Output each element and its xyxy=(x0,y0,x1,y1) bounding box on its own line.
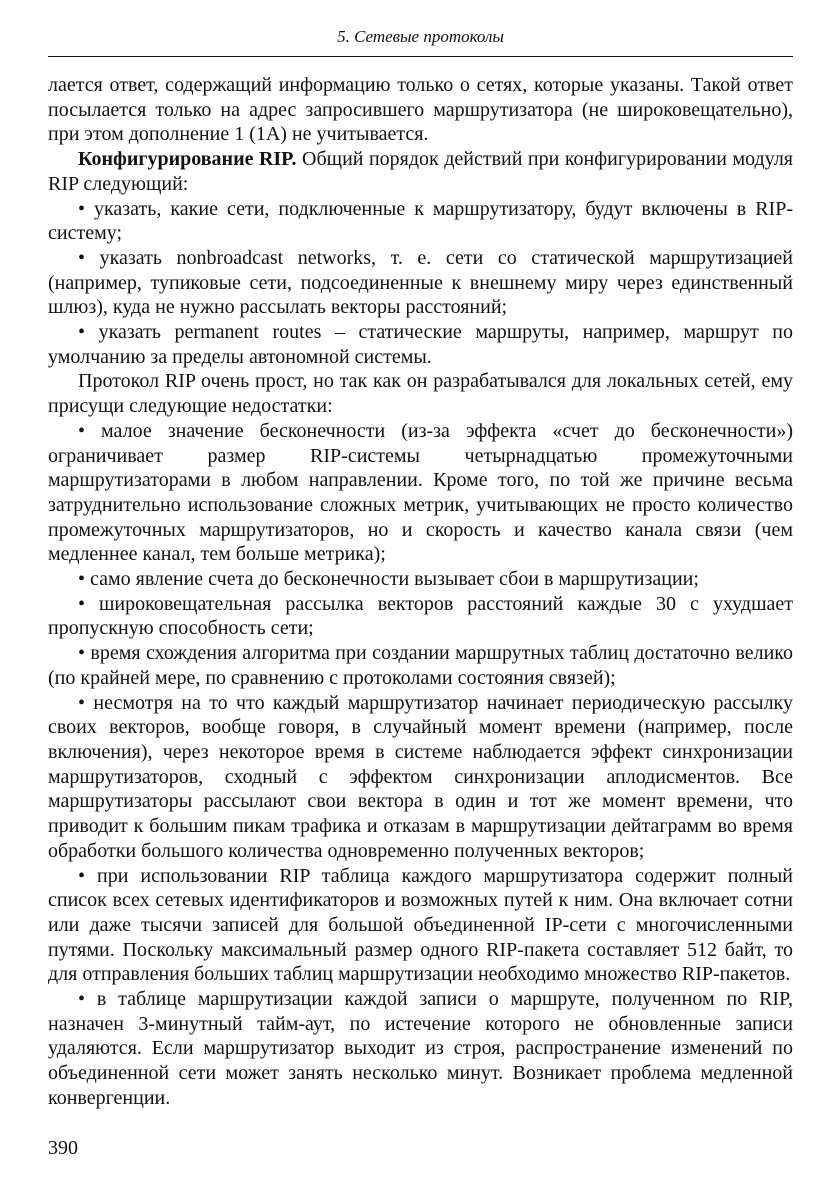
paragraph-text: • само явление счета до бесконечности вызывает сбои в маршрутизации; xyxy=(78,568,699,591)
bullet-item xyxy=(48,567,793,592)
bullet-item xyxy=(48,691,793,864)
paragraph-text: лается ответ, содержащий информацию только о сетях, которые указаны. Такой ответ посылается только на адрес запросившего маршрутизатора (не широковещательно), при этом дополнение 1 (1А) не учитывается. xyxy=(48,74,793,146)
section-run-in-heading: Конфигурирование RIP. xyxy=(78,148,297,171)
bullet-item xyxy=(48,419,793,567)
body-text xyxy=(48,73,793,1111)
running-head: 5. Сетевые протоколы xyxy=(337,27,504,46)
paragraph-text: • в таблице маршрутизации каждой записи о маршруте, полученном по RIP, назначен 3-минутный тайм-аут, по истечение которого не обновленные записи удаляются. Если маршрутизатор выходит из строя, распространение изменений по объединенной сети может занять несколько минут. Возникает проблема медленной конвергенции. xyxy=(48,988,793,1109)
paragraph-drawbacks-intro xyxy=(48,369,793,418)
paragraph-text: Общий порядок действий при конфигурировании модуля RIP следующий: xyxy=(48,148,794,195)
paragraph-text: • указать permanent routes – статические маршруты, например, маршрут по умолчанию за пределы автономной системы. xyxy=(48,321,793,368)
bullet-item xyxy=(48,641,793,690)
bullet-item xyxy=(48,320,793,369)
paragraph-rip-config xyxy=(48,147,793,196)
paragraph-text: • указать nonbroadcast networks, т. е. сети со статической маршрутизацией (например, тупиковые сети, подсоединенные к внешнему миру через единственный шлюз), куда не нужно рассылать векторы расстояний; xyxy=(48,246,793,319)
paragraph-text: • малое значение бесконечности (из-за эффекта «счет до бесконечности») ограничивает размер RIP-системы четырнадцатью промежуточными маршрутизаторами в любом направлении. Кроме того, по той же причине весьма затруднительно использование сложных метрик, учитывающих не просто количество промежуточных маршрутизаторов, но и скорость и качество канала связи (чем медленнее канал, тем больше метрика); xyxy=(48,419,793,566)
paragraph-text: • несмотря на то что каждый маршрутизатор начинает периодическую рассылку своих векторов, вообще говоря, в случайный момент времени (например, после включения), через некоторое время в системе наблюдается эффект синхронизации маршрутизаторов, сходный с эффектом синхронизации аплодисментов. Все маршрутизаторы рассылают свои вектора в один и тот же момент времени, что приводит к большим пикам трафика и отказам в маршрутизации дейтаграмм во время обработки большого количества одновременно полученных векторов; xyxy=(48,691,793,862)
paragraph-continuation xyxy=(48,73,793,147)
paragraph-text: • указать, какие сети, подключенные к маршрутизатору, будут включены в RIP-систему; xyxy=(48,197,793,245)
bullet-item xyxy=(48,592,793,641)
header-rule xyxy=(48,56,793,57)
page-number: 390 xyxy=(48,1137,78,1159)
paragraph-text: Протокол RIP очень прост, но так как он разрабатывался для локальных сетей, ему присущи следующие недостатки: xyxy=(48,370,793,418)
bullet-item xyxy=(48,246,793,320)
bullet-item xyxy=(48,864,793,988)
bullet-item xyxy=(48,987,793,1111)
paragraph-text: • широковещательная рассылка векторов расстояний каждые 30 с ухудшает пропускную способность сети; xyxy=(48,592,793,640)
paragraph-text: • при использовании RIP таблица каждого маршрутизатора содержит полный список всех сетевых идентификаторов и возможных путей к ним. Она включает сотни или даже тысячи записей для большой объединенной IP-сети с многочисленными путями. Поскольку максимальный размер одного RIP-пакета составляет 512 байт, то для отправления больших таблиц маршрутизации необходимо множество RIP-пакетов. xyxy=(48,864,793,986)
bullet-item xyxy=(48,197,793,246)
paragraph-text: • время схождения алгоритма при создании маршрутных таблиц достаточно велико (по крайней мере, по сравнению с протоколами состояния связей); xyxy=(48,642,793,689)
